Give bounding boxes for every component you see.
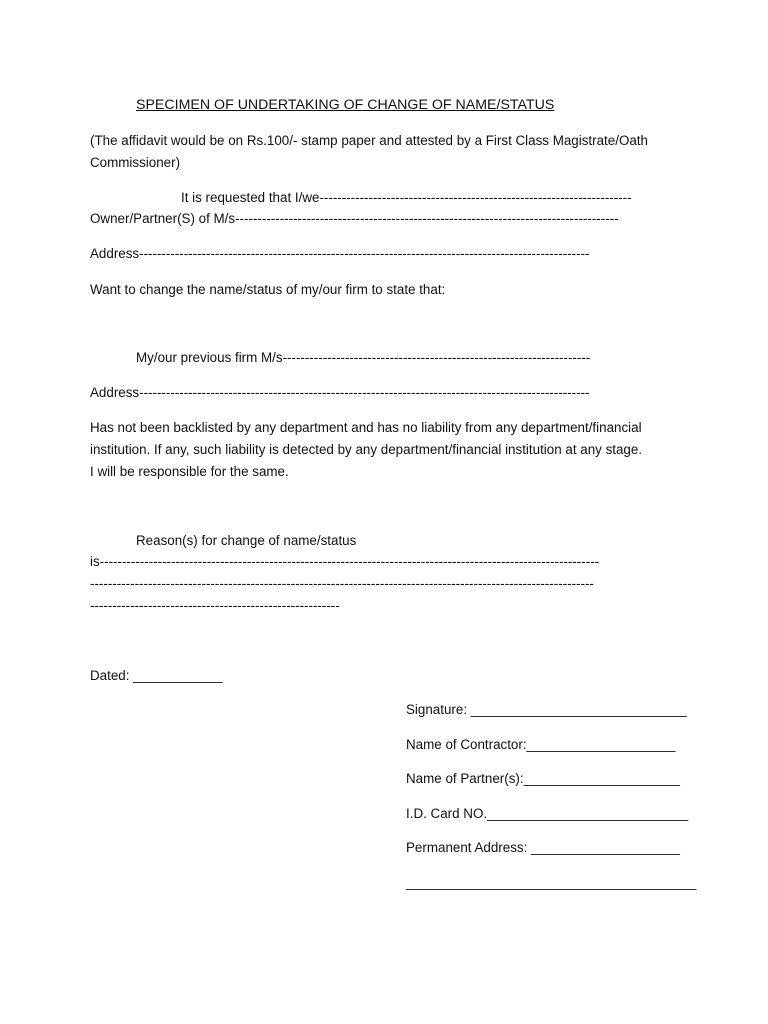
contractor-name-field: Name of Contractor:____________________ (406, 737, 676, 752)
reason-line-2: ----------------------------------------------------------------------------------------------------------------- (90, 576, 594, 591)
request-line: It is requested that I/we---------------------------------------------------------------------- (181, 190, 632, 205)
id-card-field: I.D. Card NO.___________________________ (406, 806, 689, 821)
address-line-1: Address----------------------------------------------------------------------------------------------------- (90, 246, 590, 261)
reason-line-1: is---------------------------------------------------------------------------------------------------------------- (90, 554, 600, 569)
partner-name-field: Name of Partner(s):_____________________ (406, 771, 680, 786)
affidavit-note-line-2: Commissioner) (90, 155, 181, 170)
reason-label: Reason(s) for change of name/status (136, 533, 357, 548)
dated-field: Dated: ____________ (90, 668, 223, 683)
permanent-address-continuation: _______________________________________ (406, 875, 697, 890)
liability-line-3: I will be responsible for the same. (90, 464, 289, 479)
reason-line-3: -------------------------------------------------------- (90, 598, 340, 613)
page-title: SPECIMEN OF UNDERTAKING OF CHANGE OF NAME/STATUS (136, 97, 555, 113)
owner-line: Owner/Partner(S) of M/s-------------------------------------------------------------------------------------- (90, 211, 619, 226)
signature-field: Signature: _____________________________ (406, 702, 687, 717)
previous-firm-line: My/our previous firm M/s--------------------------------------------------------------------- (136, 350, 591, 365)
affidavit-note-line-1: (The affidavit would be on Rs.100/- stamp paper and attested by a First Class Magistrate/Oath (90, 133, 648, 148)
liability-line-1: Has not been backlisted by any department and has no liability from any department/financial (90, 420, 642, 435)
want-change-text: Want to change the name/status of my/our firm to state that: (90, 282, 446, 297)
permanent-address-field: Permanent Address: ____________________ (406, 840, 680, 855)
address-line-2: Address----------------------------------------------------------------------------------------------------- (90, 385, 590, 400)
liability-line-2: institution. If any, such liability is detected by any department/financial institution at any stage. (90, 442, 643, 457)
